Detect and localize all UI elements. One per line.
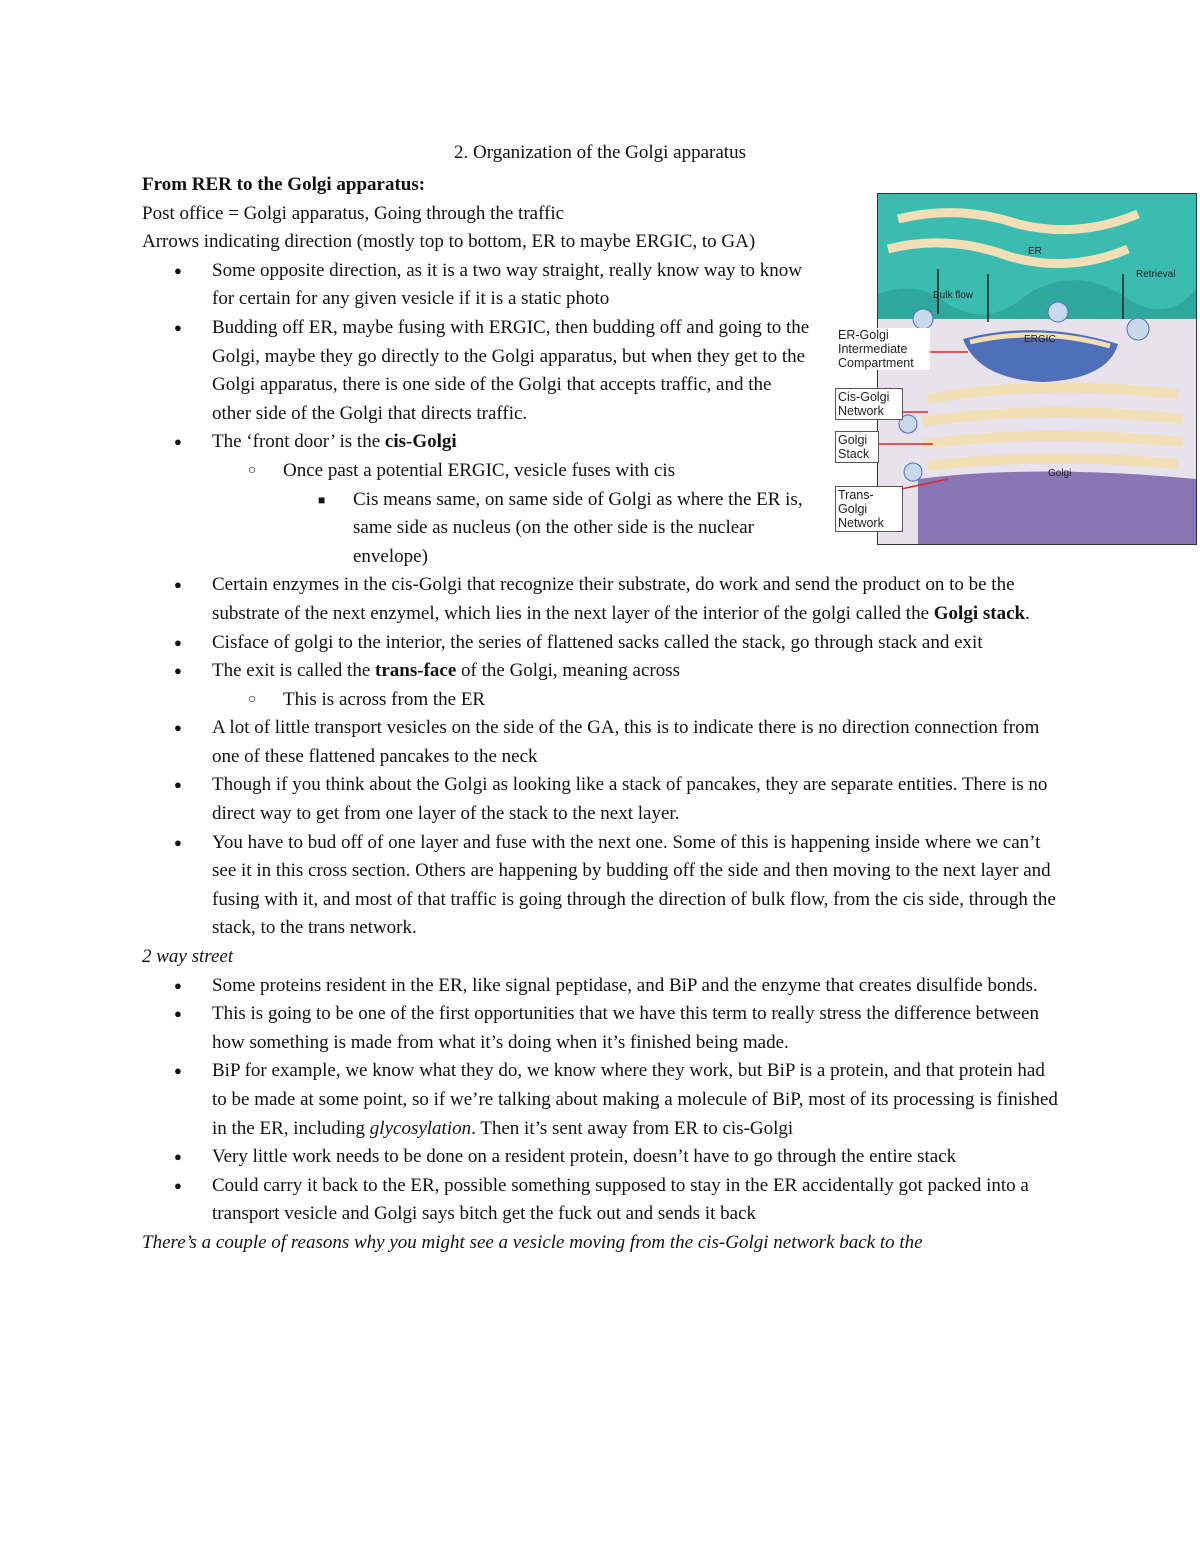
list-item-text: Certain enzymes in the cis-Golgi that recognize their substrate, do work and send the product on to be the substrate of the next enzymel, which lies in the next layer of the interior of the golgi called the Golgi stack. xyxy=(212,574,1030,624)
ergic-label: ERGIC xyxy=(1024,334,1056,345)
trans-golgi-callout: Trans-Golgi Network xyxy=(835,486,903,532)
golgi-stack-callout: Golgi Stack xyxy=(835,431,879,463)
list-item xyxy=(142,1143,1072,1172)
list-item xyxy=(142,1000,1072,1057)
list-item-text: Once past a potential ERGIC, vesicle fuses with cis xyxy=(283,459,676,481)
list-item xyxy=(142,714,1072,771)
list-item-text: Very little work needs to be done on a resident protein, doesn’t have to go through the entire stack xyxy=(212,1146,957,1168)
transport-vesicle xyxy=(913,309,933,329)
transport-vesicle xyxy=(904,463,922,481)
bullet-list-b xyxy=(142,972,1072,1229)
section-heading: From RER to the Golgi apparatus: xyxy=(142,174,426,195)
hollow-bullet-icon: ○ xyxy=(248,691,257,707)
bullet-icon: ● xyxy=(174,634,182,650)
bullet-icon: ● xyxy=(174,1149,182,1165)
list-item-text: Budding off ER, maybe fusing with ERGIC, then budding off and going to the Golgi, maybe they go directly to the Golgi apparatus, but when they get to the Golgi apparatus, there is one side of the Golgi that accepts traffic, and the other side of the Golgi that directs traffic. xyxy=(212,316,810,424)
list-item xyxy=(142,829,1072,943)
bullet-icon: ● xyxy=(174,834,182,850)
bullet-icon: ● xyxy=(174,1177,182,1193)
list-item-text: Could carry it back to the ER, possible something supposed to stay in the ER accidentally got packed into a transport vesicle and Golgi says bitch get the fuck out and sends it back xyxy=(212,1174,1029,1225)
bullet-icon: ● xyxy=(174,319,182,335)
square-bullet-icon: ■ xyxy=(318,492,326,507)
closing-line: There’s a couple of reasons why you might see a vesicle moving from the cis-Golgi network back to the xyxy=(142,1231,923,1253)
list-item-text: You have to bud off of one layer and fuse with the next one. Some of this is happening inside where we can’t see it in this cross section. Others are happening by budding off the side and then moving to the next layer and fusing with it, and most of that traffic is going through the direction of bulk flow, from the cis side, through the stack, to the trans network. xyxy=(212,831,1056,939)
list-item-text: The ‘front door’ is the cis-Golgi xyxy=(212,431,457,453)
list-item xyxy=(142,571,1072,628)
trans-golgi-region xyxy=(918,472,1196,545)
list-item xyxy=(142,629,1072,658)
list-item-text: Cis means same, on same side of Golgi as where the ER is, same side as nucleus (on the other side is the nuclear envelope) xyxy=(353,488,803,567)
list-item-text: Though if you think about the Golgi as looking like a stack of pancakes, they are separate entities. There is no direct way to get from one layer of the stack to the next layer. xyxy=(212,774,1048,825)
bullet-icon: ● xyxy=(174,777,182,793)
two-way-street-heading: 2 way street xyxy=(142,946,234,968)
list-item-text: Cisface of golgi to the interior, the series of flattened sacks called the stack, go through stack and exit xyxy=(212,631,983,653)
list-item-text: Some opposite direction, as it is a two way straight, really know way to know for certain for any given vesicle if it is a static photo xyxy=(212,259,802,310)
hollow-bullet-icon: ○ xyxy=(248,462,257,478)
bullet-icon: ● xyxy=(174,1006,182,1022)
bullet-icon: ● xyxy=(174,262,182,278)
bullet-icon: ● xyxy=(174,434,182,450)
list-item xyxy=(142,771,1072,828)
transport-vesicle xyxy=(1048,302,1068,322)
bullet-icon: ● xyxy=(174,663,182,679)
list-item-text: A lot of little transport vesicles on the side of the GA, this is to indicate there is no direction connection from one of these flattened pancakes to the neck xyxy=(212,717,1040,767)
sub-list-item xyxy=(142,686,1072,715)
bulk-flow-label: Bulk flow xyxy=(933,290,974,301)
bullet-icon: ● xyxy=(174,720,182,736)
intro-line-1: Post office = Golgi apparatus, Going through the traffic xyxy=(142,202,565,224)
golgi-figure xyxy=(835,193,1197,545)
er-label: ER xyxy=(1028,246,1042,257)
list-item-text: This is going to be one of the first opportunities that we have this term to really stress the difference between how something is made from what it’s doing when it’s finished being made. xyxy=(212,1003,1039,1053)
list-item-text: BiP for example, we know what they do, we know where they work, but BiP is a protein, and that protein had to be made at some point, so if we’re talking about making a molecule of BiP, most of its processing is finished in the ER, including glycosylation. Then it’s sent away from ER to cis-Golgi xyxy=(212,1060,1058,1139)
retrieval-label: Retrieval xyxy=(1136,269,1176,280)
bullet-icon: ● xyxy=(174,1063,182,1079)
golgi-label: Golgi xyxy=(1048,468,1072,479)
list-item xyxy=(142,972,1072,1001)
list-item-text: The exit is called the trans-face of the Golgi, meaning across xyxy=(212,660,681,682)
bullet-icon: ● xyxy=(174,577,182,593)
page-title: 2. Organization of the Golgi apparatus xyxy=(454,142,746,163)
bullet-icon: ● xyxy=(174,977,182,993)
list-item-text: This is across from the ER xyxy=(283,688,486,710)
intro-line-2: Arrows indicating direction (mostly top to bottom, ER to maybe ERGIC, to GA) xyxy=(142,231,756,253)
list-item xyxy=(142,1172,1072,1229)
ergic-callout: ER-Golgi Intermediate Compartment xyxy=(838,328,930,370)
cis-golgi-callout: Cis-Golgi Network xyxy=(835,388,903,420)
list-item-text: Some proteins resident in the ER, like signal peptidase, and BiP and the enzyme that creates disulfide bonds. xyxy=(212,974,1038,996)
list-item xyxy=(142,657,1072,686)
list-item xyxy=(142,1057,1072,1143)
transport-vesicle xyxy=(1127,318,1149,340)
